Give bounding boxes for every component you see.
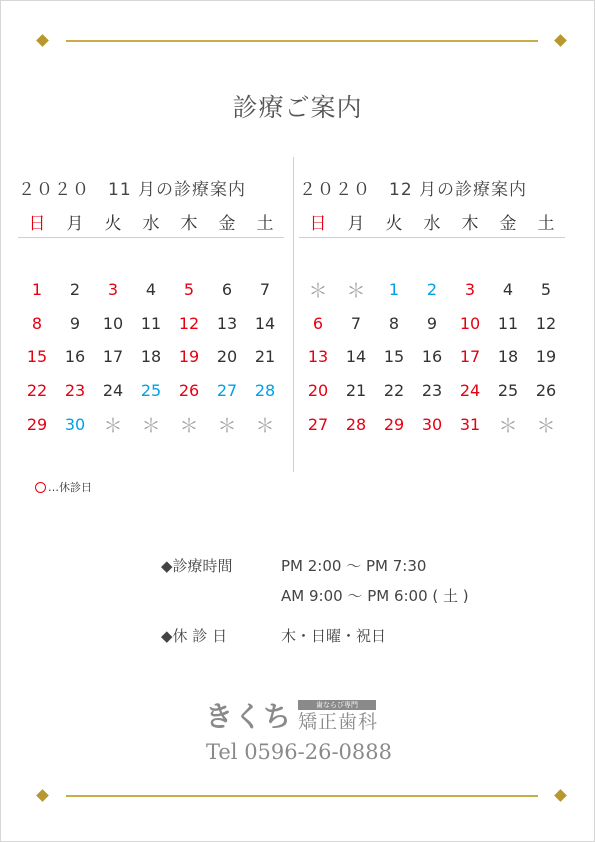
calendar-week-row [299,340,565,374]
weekday-label: 日 [309,213,327,234]
calendar-day: 7 [350,313,362,333]
weekday-header [299,205,565,238]
top-gold-line [66,40,538,42]
weekday-label: 土 [256,213,274,234]
calendar-title: ２０２０ 12 月の診療案内 [299,180,528,200]
calendar-day: 19 [535,347,557,367]
legend-label: …休診日 [48,481,92,494]
calendar-grid [18,273,284,441]
calendar-day: 22 [26,381,48,401]
weekday-label: 木 [461,213,479,234]
calendar-week-row [18,374,284,408]
calendar-day: 7 [259,280,271,300]
phone-number: Tel 0596-26-0888 [206,740,392,764]
circle-icon [35,482,46,493]
calendar-day: 8 [31,313,43,333]
bottom-gold-line [66,795,538,797]
empty-day-mark: ＊ [346,280,366,303]
calendar-november [18,175,284,441]
weekday-label: 火 [385,213,403,234]
legend [35,479,92,495]
calendar-day: 9 [426,313,438,333]
weekday-label: 月 [66,213,84,234]
weekday-header [18,205,284,238]
empty-day-mark: ＊ [308,280,328,303]
calendar-day: 23 [64,381,86,401]
calendar-week-row [18,307,284,341]
calendar-day: 15 [26,347,48,367]
calendar-day: 28 [345,414,367,434]
calendar-day: 9 [69,313,81,333]
calendar-day: 3 [464,280,476,300]
empty-day-mark: ＊ [255,414,275,437]
page-title: 診療ご案内 [232,93,363,122]
weekday-label: 日 [28,213,46,234]
calendar-title: ２０２０ 11 月の診療案内 [18,180,247,200]
calendar-day: 24 [459,381,481,401]
empty-day-mark: ＊ [217,414,237,437]
logo-kanji: 矯正歯科 [298,711,379,733]
calendar-day: 27 [307,414,329,434]
calendar-week-row [299,307,565,341]
calendar-divider [293,157,294,472]
calendar-day: 13 [307,347,329,367]
calendar-day: 30 [64,414,86,434]
calendar-day: 8 [388,313,400,333]
calendar-day: 1 [388,280,400,300]
calendar-week-row [18,273,284,307]
calendar-day: 13 [216,313,238,333]
logo-kana: きくち [205,700,293,733]
calendar-day: 11 [140,313,162,333]
calendar-day: 29 [26,414,48,434]
calendar-day: 22 [383,381,405,401]
weekday-label: 火 [104,213,122,234]
calendar-day: 11 [497,313,519,333]
calendar-grid [299,273,565,441]
calendar-day: 26 [535,381,557,401]
calendar-day: 18 [497,347,519,367]
calendar-day: 31 [459,414,481,434]
calendar-day: 20 [307,381,329,401]
calendar-week-row [299,273,565,307]
calendar-day: 25 [497,381,519,401]
empty-day-mark: ＊ [536,414,556,437]
calendar-day: 17 [102,347,124,367]
calendar-day: 4 [145,280,157,300]
calendar-day: 16 [421,347,443,367]
calendar-day: 29 [383,414,405,434]
calendar-day: 2 [69,280,81,300]
calendar-week-row [18,407,284,441]
calendar-day: 23 [421,381,443,401]
calendar-day: 24 [102,381,124,401]
logo-right [298,700,378,734]
calendar-day: 6 [221,280,233,300]
calendar-day: 1 [31,280,43,300]
calendar-week-row [18,340,284,374]
calendar-day: 19 [178,347,200,367]
calendar-day: 28 [254,381,276,401]
empty-day-mark: ＊ [179,414,199,437]
calendar-day: 25 [140,381,162,401]
calendar-day: 21 [254,347,276,367]
calendar-day: 5 [183,280,195,300]
calendar-day: 18 [140,347,162,367]
calendar-day: 4 [502,280,514,300]
hours-line-1: PM 2:00 〜 PM 7:30 [281,557,427,575]
calendar-day: 15 [383,347,405,367]
empty-day-mark: ＊ [498,414,518,437]
calendar-week-row [299,374,565,408]
weekday-label: 水 [423,213,441,234]
calendar-day: 12 [178,313,200,333]
calendar-day: 16 [64,347,86,367]
calendar-day: 2 [426,280,438,300]
closed-label: ◆休 診 日 [161,627,228,645]
calendar-day: 21 [345,381,367,401]
calendar-day: 10 [459,313,481,333]
weekday-label: 月 [347,213,365,234]
calendar-day: 20 [216,347,238,367]
empty-day-mark: ＊ [141,414,161,437]
logo-tag: 歯ならび専門 [298,700,376,710]
weekday-label: 木 [180,213,198,234]
calendar-day: 26 [178,381,200,401]
calendar-day: 14 [254,313,276,333]
calendar-day: 30 [421,414,443,434]
calendar-december [299,175,565,441]
calendar-day: 3 [107,280,119,300]
empty-day-mark: ＊ [103,414,123,437]
hours-label: ◆診療時間 [161,557,233,575]
weekday-label: 金 [218,213,236,234]
calendar-day: 5 [540,280,552,300]
clinic-logo [205,700,378,734]
hours-line-2: AM 9:00 〜 PM 6:00 ( 土 ) [281,587,469,605]
calendar-day: 6 [312,313,324,333]
closed-value: 木・日曜・祝日 [281,627,387,645]
weekday-label: 水 [142,213,160,234]
calendar-day: 14 [345,347,367,367]
weekday-label: 金 [499,213,517,234]
calendar-day: 10 [102,313,124,333]
calendar-day: 17 [459,347,481,367]
calendar-week-row [299,407,565,441]
calendar-day: 12 [535,313,557,333]
calendar-day: 27 [216,381,238,401]
weekday-label: 土 [537,213,555,234]
